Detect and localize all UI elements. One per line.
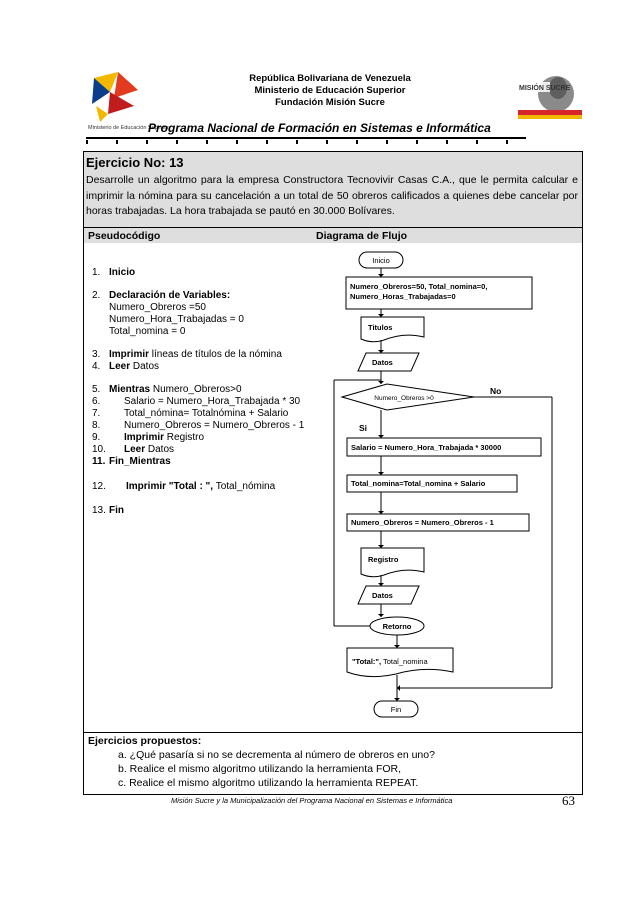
fc-print-label-bold: "Total:", <box>352 657 382 666</box>
ministerio-logo-text: Ministerio de Educación Superior <box>88 125 169 131</box>
fc-print-label-rest: Total_nomina <box>381 657 428 666</box>
pc-num-7: 7. <box>92 408 101 419</box>
pc-line-5-bold: Mientras <box>109 384 151 395</box>
fc-start-label: Inicio <box>372 256 390 265</box>
fc-cond-label: Numero_Obreros >0 <box>374 395 434 402</box>
ministry-line: Ministerio de Educación Superior <box>254 85 406 96</box>
pc-line-2: Declaración de Variables: <box>109 290 231 301</box>
fc-init-label-2: Numero_Horas_Trabajadas=0 <box>350 292 456 301</box>
pc-line-13: Fin <box>109 505 124 516</box>
fc-dec-label: Numero_Obreros = Numero_Obreros - 1 <box>351 518 494 527</box>
pc-num-4: 4. <box>92 361 101 372</box>
program-title: Programa Nacional de Formación en Sistemas e Informática <box>148 121 491 135</box>
exercise-table <box>83 151 583 795</box>
pc-num-2: 2. <box>92 290 101 301</box>
header-dots <box>86 140 526 146</box>
pc-line-3-bold: Imprimir <box>109 349 150 360</box>
proposed-item-a: a. ¿Qué pasaría si no se decrementa al número de obreros en uno? <box>118 749 435 761</box>
pc-line-1: Inicio <box>109 267 136 278</box>
pc-line-9-rest: Registro <box>164 432 205 443</box>
foundation-line: Fundación Misión Sucre <box>275 97 385 108</box>
proposed-divider <box>84 732 582 733</box>
fc-datos1-label: Datos <box>372 358 393 367</box>
pc-line-2c: Total_nomina = 0 <box>109 326 186 337</box>
pc-line-3-rest: líneas de títulos de la nómina <box>149 349 282 360</box>
pc-num-13: 13. <box>92 505 106 516</box>
flowchart-heading: Diagrama de Flujo <box>316 230 408 242</box>
header-rule <box>86 137 526 139</box>
fc-retorno-label: Retorno <box>382 622 412 631</box>
pc-line-5-rest: Numero_Obreros>0 <box>150 384 242 395</box>
fc-salario-label: Salario = Numero_Hora_Trabajada * 30000 <box>351 443 502 452</box>
pc-line-7: Total_nómina= Totalnómina + Salario <box>124 408 289 419</box>
pc-num-5: 5. <box>92 384 101 395</box>
pc-num-3: 3. <box>92 349 101 360</box>
fc-end-label: Fin <box>390 705 402 714</box>
proposed-item-b: b. Realice el mismo algoritmo utilizando la herramienta FOR, <box>118 763 402 775</box>
fc-titulos-label: Titulos <box>368 323 393 332</box>
pc-line-10-rest: Datos <box>145 444 175 455</box>
mision-sucre-text: MISIÓN SUCRE <box>519 85 571 92</box>
fc-registro-label: Registro <box>368 555 399 564</box>
proposed-item-c: c. Realice el mismo algoritmo utilizando la herramienta REPEAT. <box>118 777 419 789</box>
pc-num-1: 1. <box>92 267 101 278</box>
pc-num-8: 8. <box>92 420 101 431</box>
pc-num-9: 9. <box>92 432 101 443</box>
ministerio-logo <box>88 70 169 132</box>
pc-line-8: Numero_Obreros = Numero_Obreros - 1 <box>124 420 305 431</box>
footer-text: Misión Sucre y la Municipalización del Programa Nacional en Sistemas e Informática <box>171 796 453 805</box>
pc-line-12-rest: Total_nómina <box>213 481 276 492</box>
proposed-title: Ejercicios propuestos: <box>88 735 202 747</box>
fc-no-label: No <box>490 386 502 396</box>
flowchart <box>84 152 582 732</box>
pc-num-6: 6. <box>92 396 101 407</box>
pseudocode-heading: Pseudocódigo <box>88 230 161 242</box>
fc-datos2-label: Datos <box>372 591 393 600</box>
pc-line-10-bold: Leer <box>124 444 146 455</box>
pc-num-10: 10. <box>92 444 106 455</box>
pc-line-4-rest: Datos <box>130 361 160 372</box>
pc-line-2b: Numero_Hora_Trabajadas = 0 <box>109 314 244 325</box>
fc-init-label-1: Numero_Obreros=50, Total_nomina=0, <box>350 282 488 291</box>
pc-line-6: Salario = Numero_Hora_Trabajada * 30 <box>124 396 301 407</box>
pc-line-12-bold: Imprimir "Total : ", <box>126 481 214 492</box>
pc-line-11: Fin_Mientras <box>109 456 171 467</box>
pc-num-11: 11. <box>92 456 106 467</box>
fc-si-label: Si <box>359 423 368 433</box>
mision-sucre-logo <box>518 70 582 128</box>
pc-line-2a: Numero_Obreros =50 <box>109 302 206 313</box>
page-number: 63 <box>562 793 575 808</box>
exercise-text: Desarrolle un algoritmo para la empresa Constructora Tecnovivir Casas C.A., que le permita calcular e imprimir la nómina para su cancelación a un total de 50 obreros calificados a quienes debe cancelar por horas trabajadas. La hora trabajada se pautó en 30.000 Bolívares. <box>86 174 578 217</box>
exercise-title: Ejercicio No: 13 <box>86 155 184 170</box>
pc-line-4-bold: Leer <box>109 361 131 372</box>
republic-line: República Bolivariana de Venezuela <box>249 73 411 84</box>
pc-line-9-bold: Imprimir <box>124 432 165 443</box>
fc-print-label <box>352 657 428 666</box>
fc-total-label: Total_nomina=Total_nomina + Salario <box>351 479 486 488</box>
pc-num-12: 12. <box>92 481 106 492</box>
